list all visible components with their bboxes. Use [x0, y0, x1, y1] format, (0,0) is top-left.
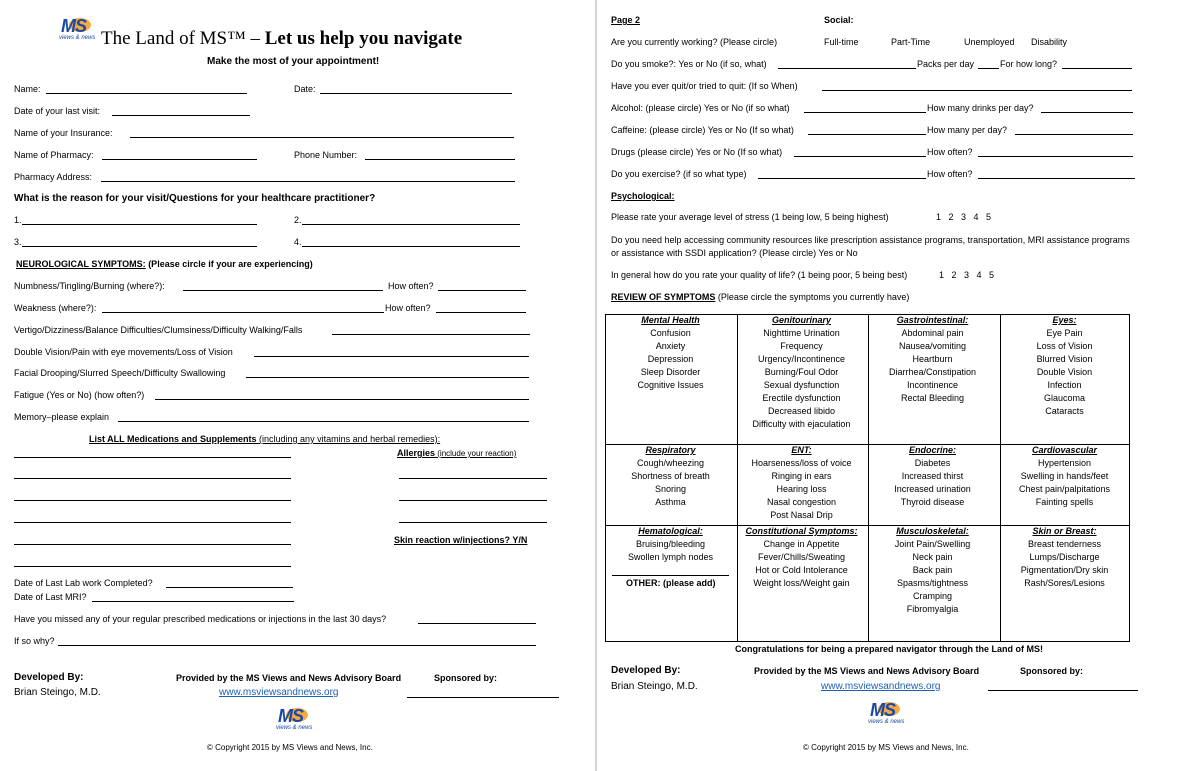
social-heading: Social: [824, 15, 854, 25]
phone-label: Phone Number: [294, 150, 358, 160]
caffeine-often-field[interactable] [1015, 134, 1133, 135]
reason-field-4[interactable] [302, 246, 520, 247]
website-link[interactable]: www.msviewsandnews.org [821, 681, 941, 692]
symptom-item[interactable]: Hearing loss [776, 484, 827, 494]
symptom-category-heading: Cardiovascular [1031, 445, 1098, 455]
quit-field[interactable] [822, 90, 1132, 91]
packs-label: Packs per day [917, 59, 975, 69]
medication-field[interactable] [14, 500, 291, 501]
sponsor-field[interactable] [988, 690, 1138, 691]
provided-by-text: Provided by the MS Views and News Advisory Board [176, 673, 402, 683]
symptom-item[interactable]: Double Vision [1036, 367, 1093, 377]
phone-field[interactable] [365, 159, 515, 160]
symptom-item[interactable]: Anxiety [655, 341, 686, 351]
resources-text-line-1: Do you need help accessing community resources like prescription assistance programs, transportation, MRI assistance programs [611, 235, 1130, 245]
symptom-item[interactable]: Spasms/tightness [896, 578, 969, 588]
weakness-often-label: How often? [385, 303, 431, 313]
symptom-category-heading: ENT: [791, 445, 812, 455]
copyright: © Copyright 2015 by MS Views and News, Inc. [803, 743, 969, 752]
symptom-item[interactable]: Blurred Vision [1036, 354, 1093, 364]
weakness-field[interactable] [102, 312, 384, 313]
last-mri-field[interactable] [92, 601, 294, 602]
if-so-why-label: If so why? [14, 636, 55, 646]
symptom-item[interactable]: Cognitive Issues [637, 380, 704, 390]
exercise-often-label: How often? [927, 169, 973, 179]
symptom-category [736, 314, 867, 431]
exercise-label: Do you exercise? (if so what type) [611, 169, 747, 179]
symptom-category-heading: Genitourinary [771, 315, 831, 325]
page-number-label: Page 2 [611, 15, 641, 25]
symptom-category [605, 314, 736, 392]
exercise-often-field[interactable] [978, 178, 1135, 179]
symptom-item[interactable]: Difficulty with ejaculation [752, 419, 851, 429]
symptom-category-heading: Constitutional Symptoms: [745, 526, 858, 536]
pharmacy-label: Name of Pharmacy: [14, 150, 94, 160]
symptom-category-heading: Hematological: [638, 526, 703, 536]
symptom-category-heading: Eyes: [1052, 315, 1077, 325]
symptom-category-heading: Gastrointestinal: [896, 315, 969, 325]
missed-meds-field[interactable] [418, 623, 536, 624]
medication-field[interactable] [14, 544, 291, 545]
name-field[interactable] [46, 93, 247, 94]
symptom-category [867, 314, 998, 405]
symptom-item[interactable]: Cough/wheezing [636, 458, 705, 468]
symptom-item[interactable]: Fever/Chills/Sweating [757, 552, 846, 562]
developed-by-label: Developed By: [611, 665, 681, 676]
sponsored-by-label: Sponsored by: [1020, 666, 1084, 676]
name-label: Name: [14, 84, 41, 94]
facial-field[interactable] [246, 377, 529, 378]
symptom-item[interactable]: Nasal congestion [766, 497, 837, 507]
symptom-category-heading: Musculoskeletal: [896, 526, 969, 536]
resources-text-line-2: or assistance with SSDI application? (Please circle) Yes or No [611, 248, 858, 258]
caffeine-often-label: How many per day? [927, 125, 1008, 135]
quit-label: Have you ever quit/or tried to quit: (If so When) [611, 81, 798, 91]
vertigo-field[interactable] [332, 334, 530, 335]
symptom-item[interactable]: Hypertension [1037, 458, 1092, 468]
symptom-category [867, 444, 998, 509]
form-page-2 [598, 0, 1193, 771]
congrats-text: Congratulations for being a prepared navigator through the Land of MS! [735, 644, 1044, 654]
symptom-item[interactable]: Confusion [650, 328, 691, 338]
date-field[interactable] [320, 93, 512, 94]
ms-logo-footer: MS views & news [868, 700, 905, 725]
work-option-disability[interactable]: Disability [1031, 37, 1068, 47]
other-label: OTHER: (please add) [626, 578, 716, 588]
numbness-often-field[interactable] [438, 290, 526, 291]
double-vision-field[interactable] [254, 356, 529, 357]
symptom-item[interactable]: Joint Pain/Swelling [894, 539, 971, 549]
medication-field[interactable] [14, 457, 291, 458]
symptom-item[interactable]: Eye Pain [1046, 328, 1083, 338]
numbness-field[interactable] [183, 290, 383, 291]
facial-label: Facial Drooping/Slurred Speech/Difficulty Swallowing [14, 368, 226, 378]
symptom-item[interactable]: Back pain [912, 565, 953, 575]
allergies-heading: Allergies (include your reaction) [397, 448, 517, 458]
allergy-field[interactable] [399, 478, 547, 479]
reason-number: 1. [14, 215, 22, 225]
symptom-item[interactable]: Thyroid disease [900, 497, 965, 507]
smoke-field[interactable] [778, 68, 916, 69]
fatigue-field[interactable] [155, 399, 529, 400]
weakness-often-field[interactable] [436, 312, 526, 313]
work-option-part-time[interactable]: Part-Time [891, 37, 931, 47]
stress-scale[interactable]: 1 2 3 4 5 [936, 212, 992, 222]
symptom-item[interactable]: Infection [1047, 380, 1082, 390]
last-lab-label: Date of Last Lab work Completed? [14, 578, 153, 588]
developer-name: Brian Steingo, M.D. [611, 681, 698, 692]
missed-meds-label: Have you missed any of your regular prescribed medications or injections in the last 30 days? [14, 614, 387, 624]
caffeine-field[interactable] [808, 134, 926, 135]
symptom-item[interactable]: Diabetes [914, 458, 951, 468]
date-label: Date: [294, 84, 316, 94]
skin-reaction-question: Skin reaction w/injections? Y/N [394, 535, 528, 545]
drugs-field[interactable] [794, 156, 926, 157]
packs-field[interactable] [978, 68, 999, 69]
reason-number: 3. [14, 237, 22, 247]
symptom-item[interactable]: Bruising/bleeding [635, 539, 706, 549]
insurance-label: Name of your Insurance: [14, 128, 113, 138]
symptom-item[interactable]: Weight loss/Weight gain [753, 578, 850, 588]
page-title: The Land of MS™ – Let us help you navigate [101, 28, 463, 49]
symptom-item[interactable]: Increased thirst [901, 471, 964, 481]
symptom-category-heading: Skin or Breast: [1032, 526, 1097, 536]
medication-field[interactable] [14, 478, 291, 479]
drinks-label: How many drinks per day? [927, 103, 1034, 113]
how-long-label: For how long? [1000, 59, 1058, 69]
symptom-item[interactable]: Change in Appetite [763, 539, 840, 549]
last-mri-label: Date of Last MRI? [14, 592, 87, 602]
symptom-item[interactable]: Neck pain [912, 552, 953, 562]
numbness-label: Numbness/Tingling/Burning (where?): [14, 281, 165, 291]
medication-field[interactable] [14, 522, 291, 523]
memory-label: Memory–please explain [14, 412, 110, 422]
vertigo-label: Vertigo/Dizziness/Balance Difficulties/Clumsiness/Difficulty Walking/Falls [14, 325, 303, 335]
symptom-item[interactable]: Nighttime Urination [763, 328, 840, 338]
developer-name: Brian Steingo, M.D. [14, 687, 101, 698]
symptom-category [867, 525, 998, 616]
reason-number: 4. [294, 237, 302, 247]
medication-field[interactable] [14, 566, 291, 567]
symptom-item[interactable]: Frequency [780, 341, 823, 351]
symptom-item[interactable]: Erectile dysfunction [762, 393, 841, 403]
work-option-unemployed[interactable]: Unemployed [964, 37, 1015, 47]
drinks-field[interactable] [1041, 112, 1133, 113]
caffeine-label: Caffeine: (please circle) Yes or No (If so what) [611, 125, 794, 135]
drugs-label: Drugs (please circle) Yes or No (If so what) [611, 147, 783, 157]
symptom-item[interactable]: Snoring [654, 484, 687, 494]
copyright: © Copyright 2015 by MS Views and News, Inc. [207, 743, 373, 752]
symptom-item[interactable]: Cataracts [1045, 406, 1084, 416]
memory-field[interactable] [118, 421, 529, 422]
website-link[interactable]: www.msviewsandnews.org [219, 687, 339, 698]
other-symptom-field[interactable] [612, 575, 729, 576]
if-so-why-field[interactable] [58, 645, 536, 646]
neuro-heading: NEUROLOGICAL SYMPTOMS: (Please circle if your are experiencing) [16, 259, 313, 269]
symptom-item[interactable]: Swollen lymph nodes [627, 552, 714, 562]
sponsored-by-label: Sponsored by: [434, 673, 498, 683]
symptom-item[interactable]: Heartburn [912, 354, 953, 364]
alcohol-field[interactable] [804, 112, 926, 113]
symptom-item[interactable]: Ringing in ears [771, 471, 832, 481]
symptom-item[interactable]: Glaucoma [1043, 393, 1086, 403]
drugs-often-label: How often? [927, 147, 973, 157]
reason-field-3[interactable] [22, 246, 257, 247]
fatigue-label: Fatigue (Yes or No) (how often?) [14, 390, 145, 400]
symptom-category [736, 525, 867, 590]
reason-field-2[interactable] [302, 224, 520, 225]
symptom-item[interactable]: Hoarseness/loss of voice [751, 458, 852, 468]
page-subtitle: Make the most of your appointment! [207, 56, 380, 67]
symptom-category-heading: Respiratory [645, 445, 696, 455]
last-lab-field[interactable] [166, 587, 293, 588]
allergy-field[interactable] [399, 522, 547, 523]
symptom-item[interactable]: Abdominal pain [901, 328, 964, 338]
pharmacy-field[interactable] [102, 159, 257, 160]
review-heading: REVIEW OF SYMPTOMS (Please circle the symptoms you currently have) [611, 292, 910, 302]
symptom-category [999, 444, 1130, 509]
smoke-label: Do you smoke?: Yes or No (if so, what) [611, 59, 767, 69]
symptom-item[interactable]: Chest pain/palpitations [1018, 484, 1111, 494]
numbness-often-label: How often? [388, 281, 434, 291]
symptom-category-heading: Mental Health [641, 315, 700, 325]
exercise-field[interactable] [758, 178, 926, 179]
symptom-item[interactable]: Increased urination [894, 484, 971, 494]
symptom-item[interactable]: Fibromyalgia [906, 604, 959, 614]
symptom-item[interactable]: Rash/Sores/Lesions [1024, 578, 1105, 588]
symptom-item[interactable]: Shortness of breath [631, 471, 710, 481]
sponsor-field[interactable] [407, 697, 559, 698]
symptom-category-heading: Endocrine: [908, 445, 956, 455]
symptom-item[interactable]: Loss of Vision [1036, 341, 1093, 351]
symptom-item[interactable]: Decreased libido [767, 406, 836, 416]
symptom-item[interactable]: Sleep Disorder [640, 367, 701, 377]
allergy-field[interactable] [399, 500, 547, 501]
reason-field-1[interactable] [22, 224, 257, 225]
ms-logo-footer: MS views & news [276, 706, 313, 731]
symptom-category [605, 444, 736, 509]
symptom-item[interactable]: Urgency/Incontinence [757, 354, 846, 364]
reason-heading: What is the reason for your visit/Questions for your healthcare practitioner? [14, 193, 376, 204]
symptom-category [605, 525, 736, 564]
developed-by-label: Developed By: [14, 672, 84, 683]
symptom-item[interactable]: Sexual dysfunction [763, 380, 840, 390]
last-visit-field[interactable] [112, 115, 250, 116]
symptom-category [999, 525, 1130, 590]
symptom-item[interactable]: Diarrhea/Constipation [888, 367, 977, 377]
weakness-label: Weakness (where?): [14, 303, 97, 313]
symptom-item[interactable]: Lumps/Discharge [1029, 552, 1100, 562]
working-label: Are you currently working? (Please circle) [611, 37, 778, 47]
pharmacy-address-label: Pharmacy Address: [14, 172, 93, 182]
symptom-item[interactable]: Breast tenderness [1027, 539, 1102, 549]
symptom-item[interactable]: Post Nasal Drip [770, 510, 833, 520]
symptom-item[interactable]: Burning/Foul Odor [764, 367, 839, 377]
form-page-1 [0, 0, 595, 771]
quality-scale[interactable]: 1 2 3 4 5 [939, 270, 995, 280]
stress-label: Please rate your average level of stress (1 being low, 5 being highest) [611, 212, 889, 222]
insurance-field[interactable] [130, 137, 514, 138]
symptom-item[interactable]: Asthma [655, 497, 686, 507]
last-visit-label: Date of your last visit: [14, 106, 101, 116]
symptom-item[interactable]: Cramping [912, 591, 952, 601]
symptom-item[interactable]: Pigmentation/Dry skin [1020, 565, 1109, 575]
page-divider [595, 0, 597, 771]
double-vision-label: Double Vision/Pain with eye movements/Loss of Vision [14, 347, 233, 357]
symptom-item[interactable]: Rectal Bleeding [900, 393, 965, 403]
symptom-category [999, 314, 1130, 418]
symptom-item[interactable]: Hot or Cold Intolerance [755, 565, 848, 575]
pharmacy-address-field[interactable] [101, 181, 515, 182]
psychological-heading: Psychological: [611, 191, 675, 201]
symptom-item[interactable]: Fainting spells [1035, 497, 1094, 507]
quality-label: In general how do you rate your quality of life? (1 being poor, 5 being best) [611, 270, 908, 280]
ms-logo: MS views & news [59, 16, 96, 41]
symptom-item[interactable]: Swelling in hands/feet [1020, 471, 1109, 481]
meds-heading: List ALL Medications and Supplements (including any vitamins and herbal remedies): [89, 434, 441, 444]
work-option-full-time[interactable]: Full-time [824, 37, 859, 47]
symptom-item[interactable]: Incontinence [906, 380, 959, 390]
reason-number: 2. [294, 215, 302, 225]
drugs-often-field[interactable] [978, 156, 1133, 157]
alcohol-label: Alcohol: (please circle) Yes or No (if so what) [611, 103, 790, 113]
symptom-item[interactable]: Nausea/vomiting [898, 341, 967, 351]
how-long-field[interactable] [1062, 68, 1132, 69]
symptom-item[interactable]: Depression [647, 354, 694, 364]
provided-by-text: Provided by the MS Views and News Advisory Board [754, 666, 980, 676]
symptom-category [736, 444, 867, 522]
